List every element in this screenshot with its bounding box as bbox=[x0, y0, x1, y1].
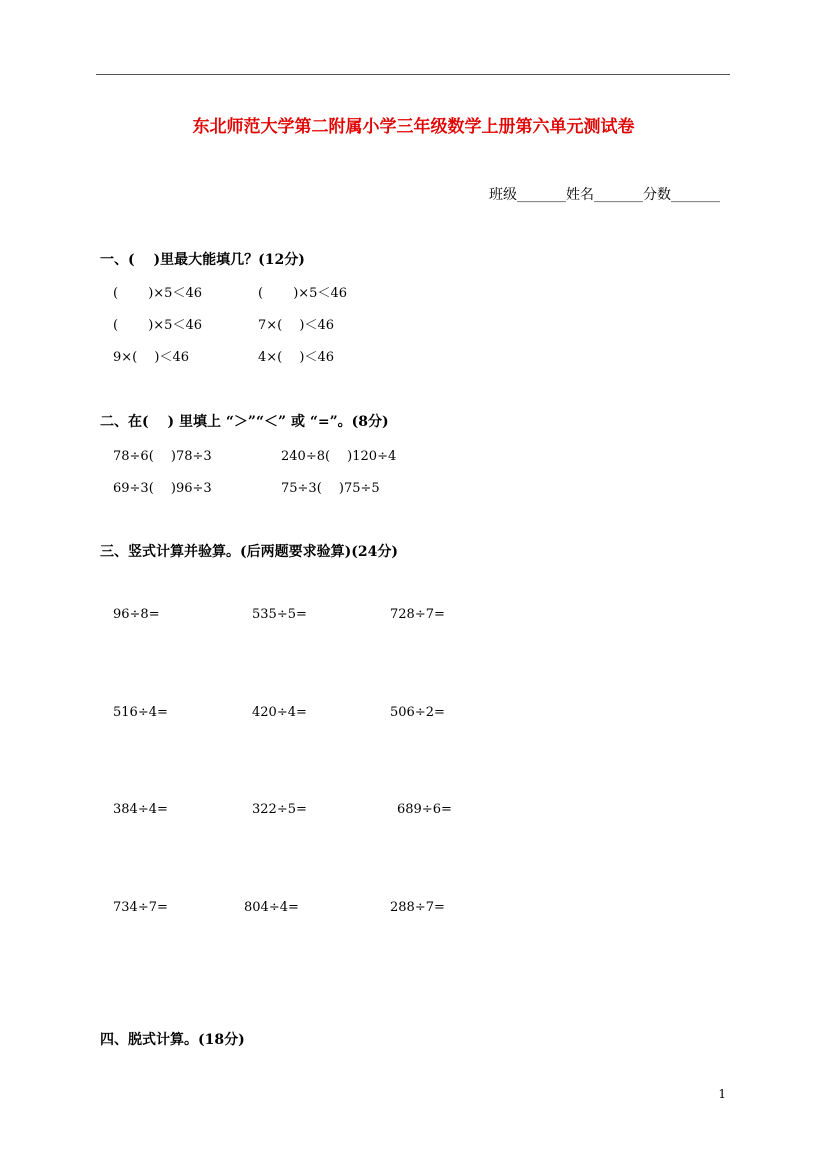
section2-item: 75÷3( )75÷5 bbox=[281, 481, 380, 496]
student-info-line: 班级_______姓名_______分数_______ bbox=[489, 187, 720, 203]
division-problem: 384÷4= bbox=[113, 802, 168, 817]
division-problem: 288÷7= bbox=[390, 900, 445, 915]
section2-item: 69÷3( )96÷3 bbox=[113, 481, 212, 496]
header-rule bbox=[96, 74, 730, 75]
section1-item: ( )×5＜46 bbox=[113, 318, 202, 333]
section2-heading: 二、在( ) 里填上 “＞”“＜” 或 “=”。(8分) bbox=[100, 414, 389, 430]
section1-item: ( )×5＜46 bbox=[258, 286, 347, 301]
page-title: 东北师范大学第二附属小学三年级数学上册第六单元测试卷 bbox=[192, 117, 635, 137]
division-problem: 506÷2= bbox=[390, 705, 445, 720]
division-problem: 96÷8= bbox=[113, 607, 160, 622]
division-problem: 420÷4= bbox=[252, 705, 307, 720]
section3-heading: 三、竖式计算并验算。(后两题要求验算)(24分) bbox=[100, 544, 398, 560]
section1-item: 9×( )＜46 bbox=[113, 350, 189, 365]
section1-item: 4×( )＜46 bbox=[258, 350, 334, 365]
division-problem: 689÷6= bbox=[397, 802, 452, 817]
page-number: 1 bbox=[718, 1087, 726, 1101]
division-problem: 516÷4= bbox=[113, 705, 168, 720]
section4-heading: 四、脱式计算。(18分) bbox=[100, 1032, 245, 1048]
section1-item: ( )×5＜46 bbox=[113, 286, 202, 301]
division-problem: 734÷7= bbox=[113, 900, 168, 915]
division-problem: 322÷5= bbox=[252, 802, 307, 817]
section2-item: 240÷8( )120÷4 bbox=[281, 449, 397, 464]
division-problem: 728÷7= bbox=[390, 607, 445, 622]
section2-item: 78÷6( )78÷3 bbox=[113, 449, 212, 464]
section1-heading: 一、( )里最大能填几？(12分) bbox=[100, 252, 305, 268]
section1-item: 7×( )＜46 bbox=[258, 318, 334, 333]
division-problem: 804÷4= bbox=[244, 900, 299, 915]
division-problem: 535÷5= bbox=[252, 607, 307, 622]
